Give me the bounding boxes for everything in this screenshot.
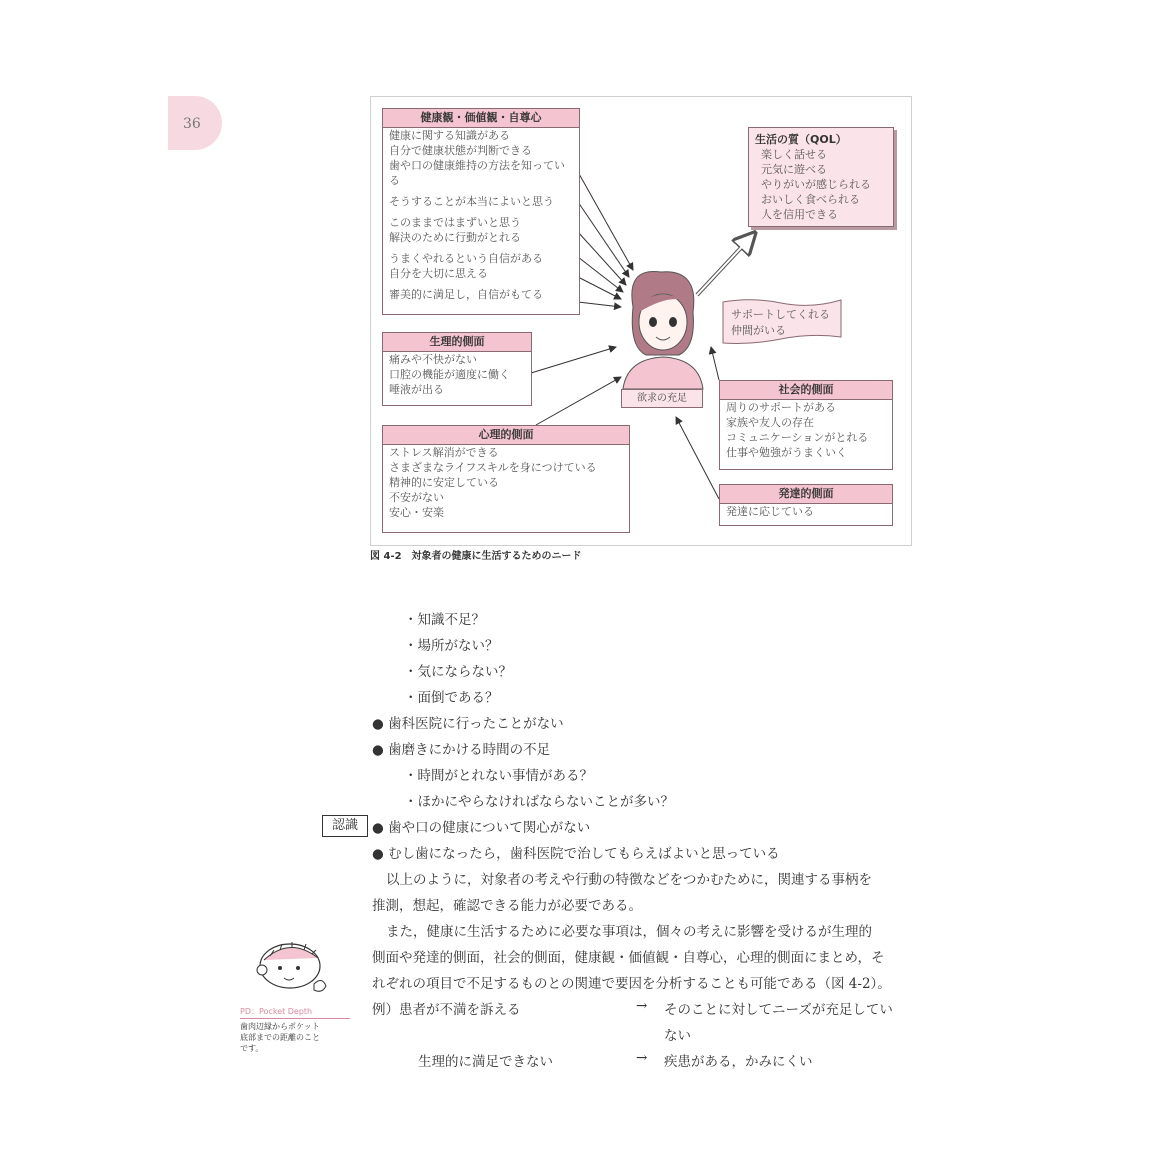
box-line: 解決のために行動がとれる — [389, 231, 521, 244]
support-banner — [727, 307, 841, 339]
box-line: 自分で健康状態が判断できる — [389, 144, 532, 157]
box-dev-title: 発達的側面 — [720, 485, 892, 504]
box-social — [719, 380, 893, 470]
body-line: ● 歯や口の健康について関心がない — [372, 820, 591, 836]
box-line: る — [389, 174, 400, 187]
example-result: ない — [664, 1028, 691, 1044]
body-line: また，健康に生活するために必要な事項は，個々の考えに影響を受けるが生理的 — [386, 924, 872, 940]
box-line: 人を信用できる — [761, 208, 838, 221]
body-line: 側面や発達的側面，社会的側面，健康観・価値観・自尊心，心理的側面にまとめ，そ — [372, 950, 885, 966]
side-note-line: 底部までの距離のこと — [240, 1033, 320, 1042]
box-line: 周りのサポートがある — [726, 401, 836, 414]
box-line: おいしく食べられる — [761, 193, 860, 206]
box-physiological — [382, 332, 532, 406]
example-arrow: → — [636, 1050, 648, 1066]
box-qol — [748, 127, 894, 227]
box-line: 健康に関する知識がある — [389, 129, 510, 142]
box-line: 家族や友人の存在 — [726, 416, 814, 429]
body-line: ● 歯科医院に行ったことがない — [372, 716, 564, 732]
page-number: 36 — [183, 116, 201, 132]
box-social-title: 社会的側面 — [720, 381, 892, 400]
box-line: このままではまずいと思う — [389, 216, 521, 229]
body-line: ・面倒である？ — [404, 690, 499, 706]
box-psych-title: 心理的側面 — [383, 426, 629, 445]
box-developmental — [719, 484, 893, 526]
example-label: 生理的に満足できない — [418, 1054, 553, 1070]
example-result: そのことに対してニーズが充足してい — [664, 1002, 893, 1018]
box-psychological — [382, 425, 630, 533]
box-line: さまざまなライフスキルを身につけている — [389, 461, 597, 474]
body-line: ● むし歯になったら，歯科医院で治してもらえばよいと思っている — [372, 846, 780, 862]
box-line: 痛みや不快がない — [389, 353, 477, 366]
box-line: 不安がない — [389, 491, 444, 504]
body-line: ・場所がない？ — [404, 638, 499, 654]
box-line: 安心・安楽 — [389, 506, 444, 519]
side-note-line: です。 — [240, 1044, 264, 1053]
body-line: ・ほかにやらなければならないことが多い？ — [404, 794, 674, 810]
box-line: 元気に遊べる — [761, 163, 827, 176]
support-line: 仲間がいる — [731, 324, 786, 337]
body-line: 推測，想起，確認できる能力が必要である。 — [372, 898, 642, 914]
recognition-label: 認識 — [322, 815, 368, 837]
mascot-icon — [252, 936, 342, 1002]
body-line: ・時間がとれない事情がある？ — [404, 768, 593, 784]
box-line: 唾液が出る — [389, 383, 444, 396]
body-line: ・気にならない？ — [404, 664, 512, 680]
figure-4-2 — [370, 96, 912, 546]
box-line: やりがいが感じられる — [761, 178, 871, 191]
box-health-title: 健康観・価値観・自尊心 — [383, 109, 579, 128]
support-line: サポートしてくれる — [731, 308, 830, 321]
box-line: 審美的に満足し，自信がもてる — [389, 288, 543, 301]
box-line: 自分を大切に思える — [389, 267, 488, 280]
example-result: 疾患がある，かみにくい — [664, 1054, 813, 1070]
box-health-values — [382, 108, 580, 315]
box-line: 仕事や勉強がうまくいく — [726, 446, 847, 459]
side-note-line: 歯肉辺縁からポケット — [240, 1022, 320, 1031]
side-note-title: PD：Pocket Depth — [240, 1006, 350, 1019]
box-line: 精神的に安定している — [389, 476, 499, 489]
box-line: 口腔の機能が適度に働く — [389, 368, 510, 381]
box-line: ストレス解消ができる — [389, 446, 499, 459]
example-label: 例）患者が不満を訴える — [372, 1002, 521, 1018]
box-line: 発達に応じている — [726, 505, 814, 518]
box-line: 楽しく話せる — [761, 148, 827, 161]
body-line: ・知識不足？ — [404, 612, 485, 628]
box-line: コミュニケーションがとれる — [726, 431, 869, 444]
person-illustration — [623, 271, 703, 389]
side-note — [240, 1006, 350, 1054]
box-line: うまくやれるという自信がある — [389, 252, 543, 265]
box-line: 歯や口の健康維持の方法を知ってい — [389, 159, 565, 172]
person-label: 欲求の充足 — [621, 389, 703, 408]
body-line: れぞれの項目で不足するものとの関連で要因を分析することも可能である（図 4-2）。 — [372, 976, 891, 992]
body-line: 以上のように，対象者の考えや行動の特徴などをつかむために，関連する事柄を — [386, 872, 872, 888]
example-arrow: → — [636, 998, 648, 1014]
box-qol-title: 生活の質（QOL） — [755, 133, 847, 146]
figure-caption: 図 4-2 対象者の健康に生活するためのニード — [370, 551, 582, 562]
box-physio-title: 生理的側面 — [383, 333, 531, 352]
body-line: ● 歯磨きにかける時間の不足 — [372, 742, 551, 758]
box-line: そうすることが本当によいと思う — [389, 195, 554, 208]
